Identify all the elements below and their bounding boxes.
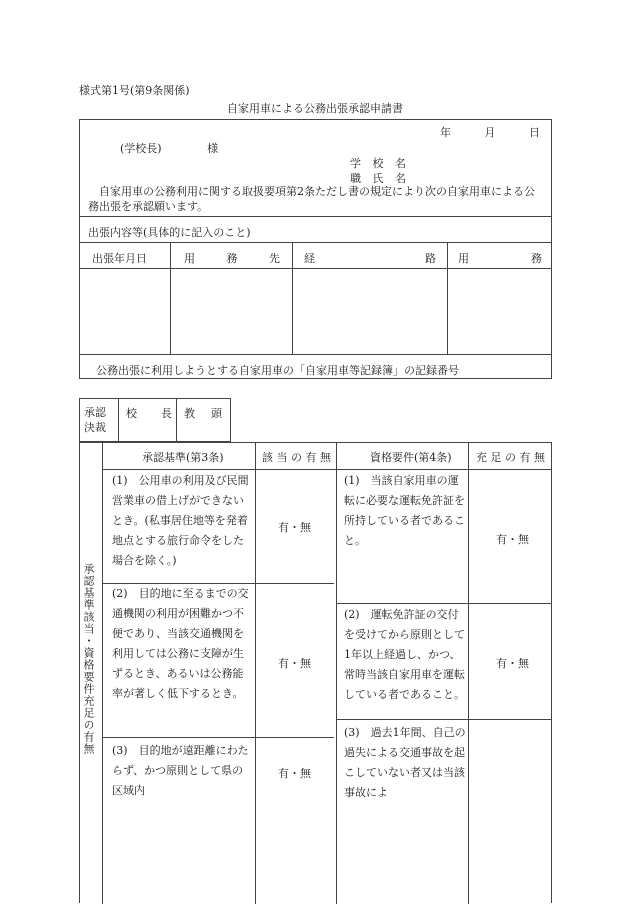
col-requirement: 資格要件(第4条) <box>370 451 452 464</box>
principal-1: 校 <box>126 407 137 420</box>
col-destination <box>184 250 280 266</box>
addressee: (学校長) <box>120 142 162 155</box>
day-label: 日 <box>529 126 540 139</box>
record-number-label: 公務出張に利用しようとする自家用車の「自家用車等記録簿」の記録番号 <box>96 364 459 377</box>
col-trip-date: 出張年月日 <box>92 252 147 265</box>
col-destination-1: 用 <box>184 252 195 265</box>
application-box <box>79 119 552 379</box>
principal-label <box>126 405 172 421</box>
requirement-2-yn: 有・無 <box>496 657 529 670</box>
approval-box <box>79 398 231 442</box>
col-business <box>458 250 542 266</box>
vice-2: 頭 <box>211 407 222 420</box>
col-business-1: 用 <box>458 252 469 265</box>
col-destination-3: 先 <box>269 252 280 265</box>
standard-3: (3) 目的地が遠距離にわたらず、かつ原則として県の区域内 <box>112 744 249 797</box>
person-name-label: 職 氏 名 <box>350 172 410 185</box>
principal-2: 長 <box>161 407 172 420</box>
year-label: 年 <box>440 126 451 139</box>
col-route-2: 路 <box>425 252 436 265</box>
requirement-3: (3) 過去1年間、自己の過失による交通事故を起こしていない者又は当該事故によ <box>344 726 466 799</box>
vice-label <box>184 405 222 421</box>
school-name-label: 学 校 名 <box>350 157 410 170</box>
col-route <box>304 250 436 266</box>
standard-1: (1) 公用車の利用及び民間営業車の借上げができないとき。(私事居住地等を発着地点とする旅行命令をした場合を除く。) <box>112 474 249 567</box>
col-destination-2: 務 <box>226 252 238 265</box>
requirement-1: (1) 当該自家用車の運転に必要な運転免許証を所持している者であること。 <box>344 474 465 547</box>
criteria-side-label: 承認基準該当・資格要件充足の有無 <box>82 563 95 755</box>
requirement-1-yn: 有・無 <box>496 533 529 546</box>
addressee-line <box>120 140 260 156</box>
date-line <box>440 124 540 140</box>
request-text: 自家用車の公務利用に関する取扱要項第2条ただし書の規定により次の自家用車による公務出張を承認願います。 <box>88 185 535 213</box>
document-title: 自家用車による公務出張承認申請書 <box>227 102 403 115</box>
criteria-table <box>79 442 552 903</box>
requirement-2: (2) 運転免許証の交付を受けてから原則として1年以上経過し、かつ、常時当該自家用車を運転している者であること。 <box>344 608 465 701</box>
col-applicable: 該 当 の 有 無 <box>262 451 331 464</box>
col-route-1: 経 <box>304 252 315 265</box>
form-number: 様式第1号(第9条関係) <box>79 84 190 97</box>
month-label: 月 <box>484 126 496 139</box>
col-satisfied: 充 足 の 有 無 <box>476 451 545 464</box>
col-business-2: 務 <box>531 252 542 265</box>
standard-1-yn: 有・無 <box>278 521 311 534</box>
col-standard: 承認基準(第3条) <box>142 451 224 464</box>
trip-section-label: 出張内容等(具体的に記入のこと) <box>88 226 251 239</box>
standard-2-yn: 有・無 <box>278 657 311 670</box>
standard-3-yn: 有・無 <box>278 767 311 780</box>
honorific: 様 <box>207 142 219 155</box>
approval-label: 承認決裁 <box>84 406 106 434</box>
vice-1: 教 <box>184 407 195 420</box>
standard-2: (2) 目的地に至るまでの交通機関の利用が困難かつ不便であり、当該交通機関を利用しては公務に支障が生ずるとき、あるいは公務能率が著しく低下するとき。 <box>112 587 249 700</box>
